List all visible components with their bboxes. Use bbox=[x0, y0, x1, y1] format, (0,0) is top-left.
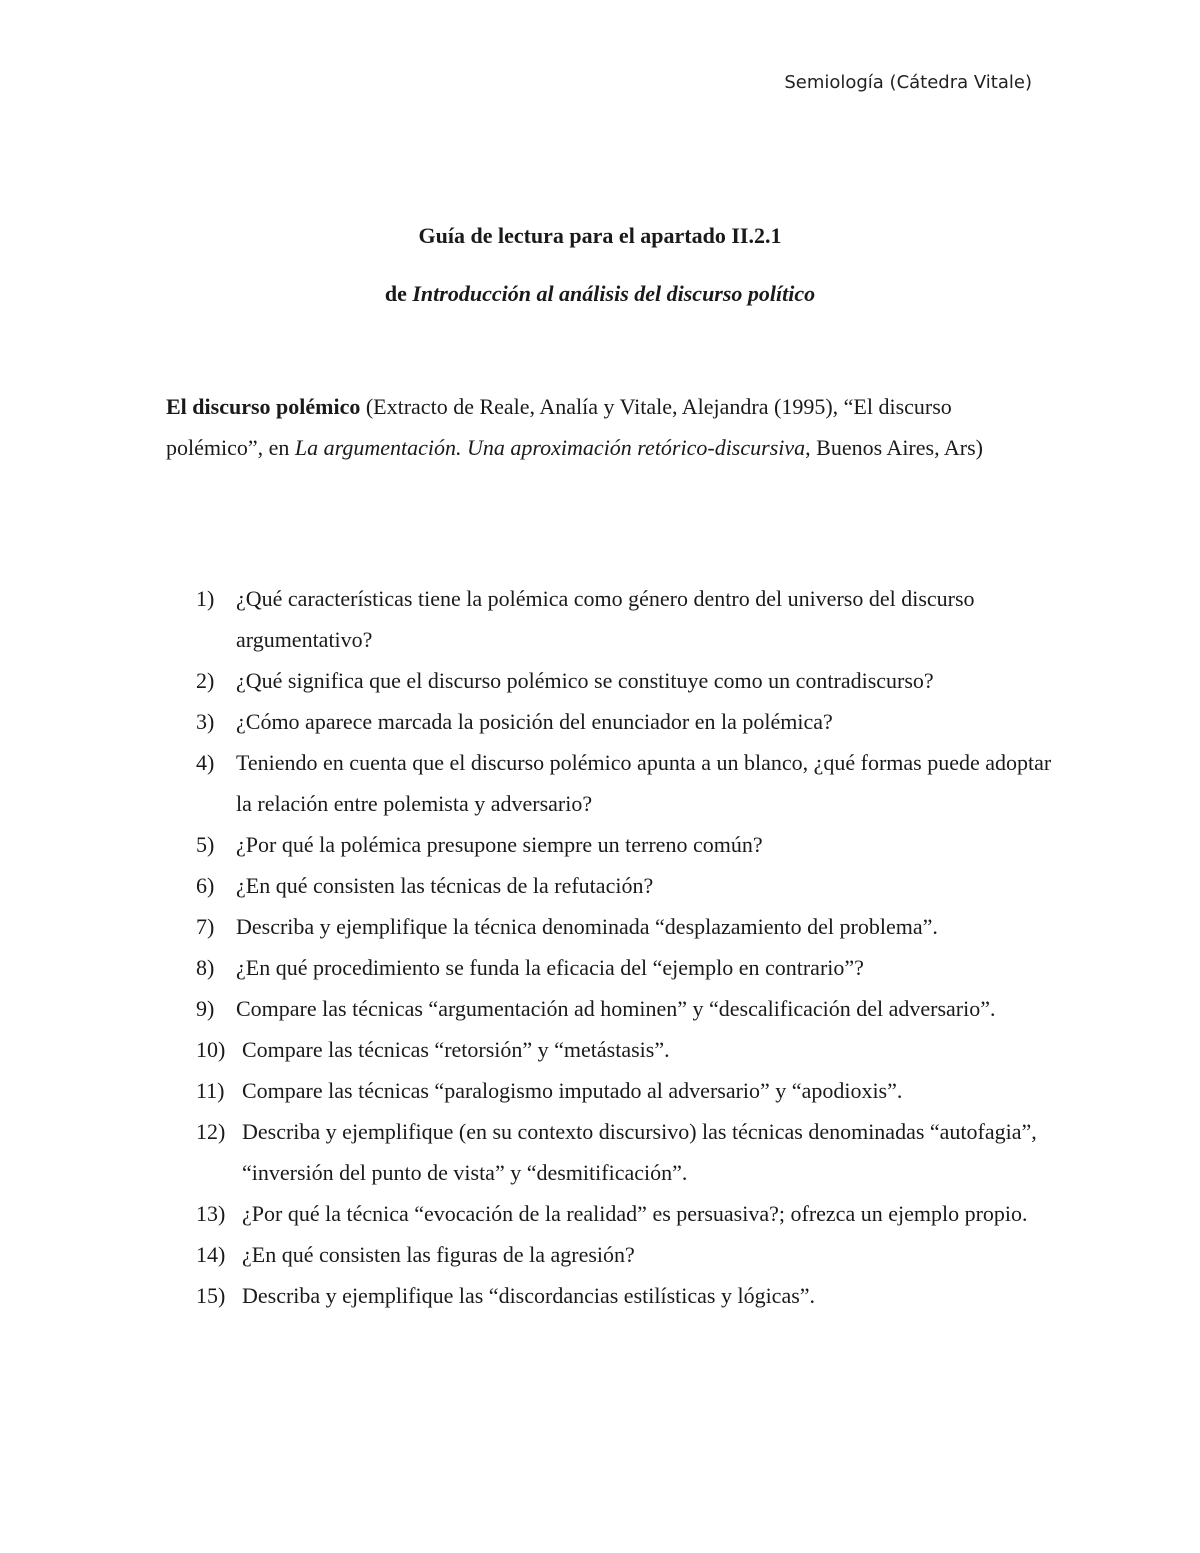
question-item bbox=[196, 701, 1066, 742]
question-text: Compare las técnicas “retorsión” y “metástasis”. bbox=[242, 1037, 670, 1062]
question-item bbox=[196, 988, 1066, 1029]
question-number: 3) bbox=[196, 709, 215, 734]
question-item bbox=[196, 865, 1066, 906]
question-item bbox=[196, 1193, 1066, 1234]
document-title: Guía de lectura para el apartado II.2.1 bbox=[418, 223, 782, 248]
question-text: ¿Por qué la técnica “evocación de la realidad” es persuasiva?; ofrezca un ejemplo propio. bbox=[242, 1201, 1028, 1226]
question-item bbox=[196, 742, 1066, 824]
question-text: Describa y ejemplifique la técnica denominada “desplazamiento del problema”. bbox=[236, 914, 938, 939]
reference-book-title: La argumentación. Una aproximación retórico-discursiva bbox=[294, 435, 806, 460]
question-text: ¿En qué consisten las figuras de la agresión? bbox=[242, 1242, 635, 1267]
question-item bbox=[196, 1029, 1066, 1070]
reference-text-2: , Buenos Aires, Ars) bbox=[805, 435, 983, 460]
subtitle-prefix: de bbox=[384, 281, 413, 306]
book-title: Introducción al análisis del discurso político bbox=[412, 281, 816, 306]
question-number: 2) bbox=[196, 668, 215, 693]
question-number: 9) bbox=[196, 996, 215, 1021]
question-item bbox=[196, 1275, 1066, 1316]
question-number: 6) bbox=[196, 873, 215, 898]
question-text: Describa y ejemplifique las “discordancias estilísticas y lógicas”. bbox=[242, 1283, 816, 1308]
question-list bbox=[196, 578, 1066, 1316]
question-number: 1) bbox=[196, 586, 215, 611]
document-subtitle bbox=[0, 281, 1200, 307]
source-reference bbox=[166, 386, 1046, 468]
question-item bbox=[196, 906, 1066, 947]
question-text: ¿Qué significa que el discurso polémico se constituye como un contradiscurso? bbox=[236, 668, 934, 693]
question-text: ¿Qué características tiene la polémica como género dentro del universo del discurso argumentativo? bbox=[236, 586, 975, 652]
question-text: ¿En qué procedimiento se funda la eficacia del “ejemplo en contrario”? bbox=[236, 955, 864, 980]
question-item bbox=[196, 1111, 1066, 1193]
question-number: 4) bbox=[196, 750, 215, 775]
question-number: 7) bbox=[196, 914, 215, 939]
question-item bbox=[196, 578, 1066, 660]
question-number: 10) bbox=[196, 1037, 226, 1062]
question-item bbox=[196, 1070, 1066, 1111]
section-heading: El discurso polémico bbox=[166, 394, 361, 419]
question-number: 8) bbox=[196, 955, 215, 980]
question-item bbox=[196, 660, 1066, 701]
question-text: ¿Por qué la polémica presupone siempre un terreno común? bbox=[236, 832, 763, 857]
reference-text-1: (Extracto de Reale, Analía y Vitale, Alejandra (1995), “El discurso polémico”, en bbox=[166, 394, 952, 460]
question-text: Compare las técnicas “argumentación ad hominen” y “descalificación del adversario”. bbox=[236, 996, 996, 1021]
question-text: Compare las técnicas “paralogismo imputado al adversario” y “apodioxis”. bbox=[242, 1078, 903, 1103]
question-number: 5) bbox=[196, 832, 215, 857]
question-number: 14) bbox=[196, 1242, 226, 1267]
question-text: ¿Cómo aparece marcada la posición del enunciador en la polémica? bbox=[236, 709, 833, 734]
question-number: 12) bbox=[196, 1119, 226, 1144]
question-item bbox=[196, 824, 1066, 865]
question-item bbox=[196, 1234, 1066, 1275]
question-text: ¿En qué consisten las técnicas de la refutación? bbox=[236, 873, 654, 898]
question-number: 11) bbox=[196, 1078, 225, 1103]
question-number: 15) bbox=[196, 1283, 226, 1308]
page-header: Semiología (Cátedra Vitale) bbox=[784, 72, 1032, 93]
question-text: Describa y ejemplifique (en su contexto discursivo) las técnicas denominadas “autofagia”, “inversión del punto de vista” y “desmitificación”. bbox=[242, 1119, 1037, 1185]
question-item bbox=[196, 947, 1066, 988]
question-number: 13) bbox=[196, 1201, 226, 1226]
question-text: Teniendo en cuenta que el discurso polémico apunta a un blanco, ¿qué formas puede adoptar la relación entre polemista y adversario? bbox=[236, 750, 1052, 816]
